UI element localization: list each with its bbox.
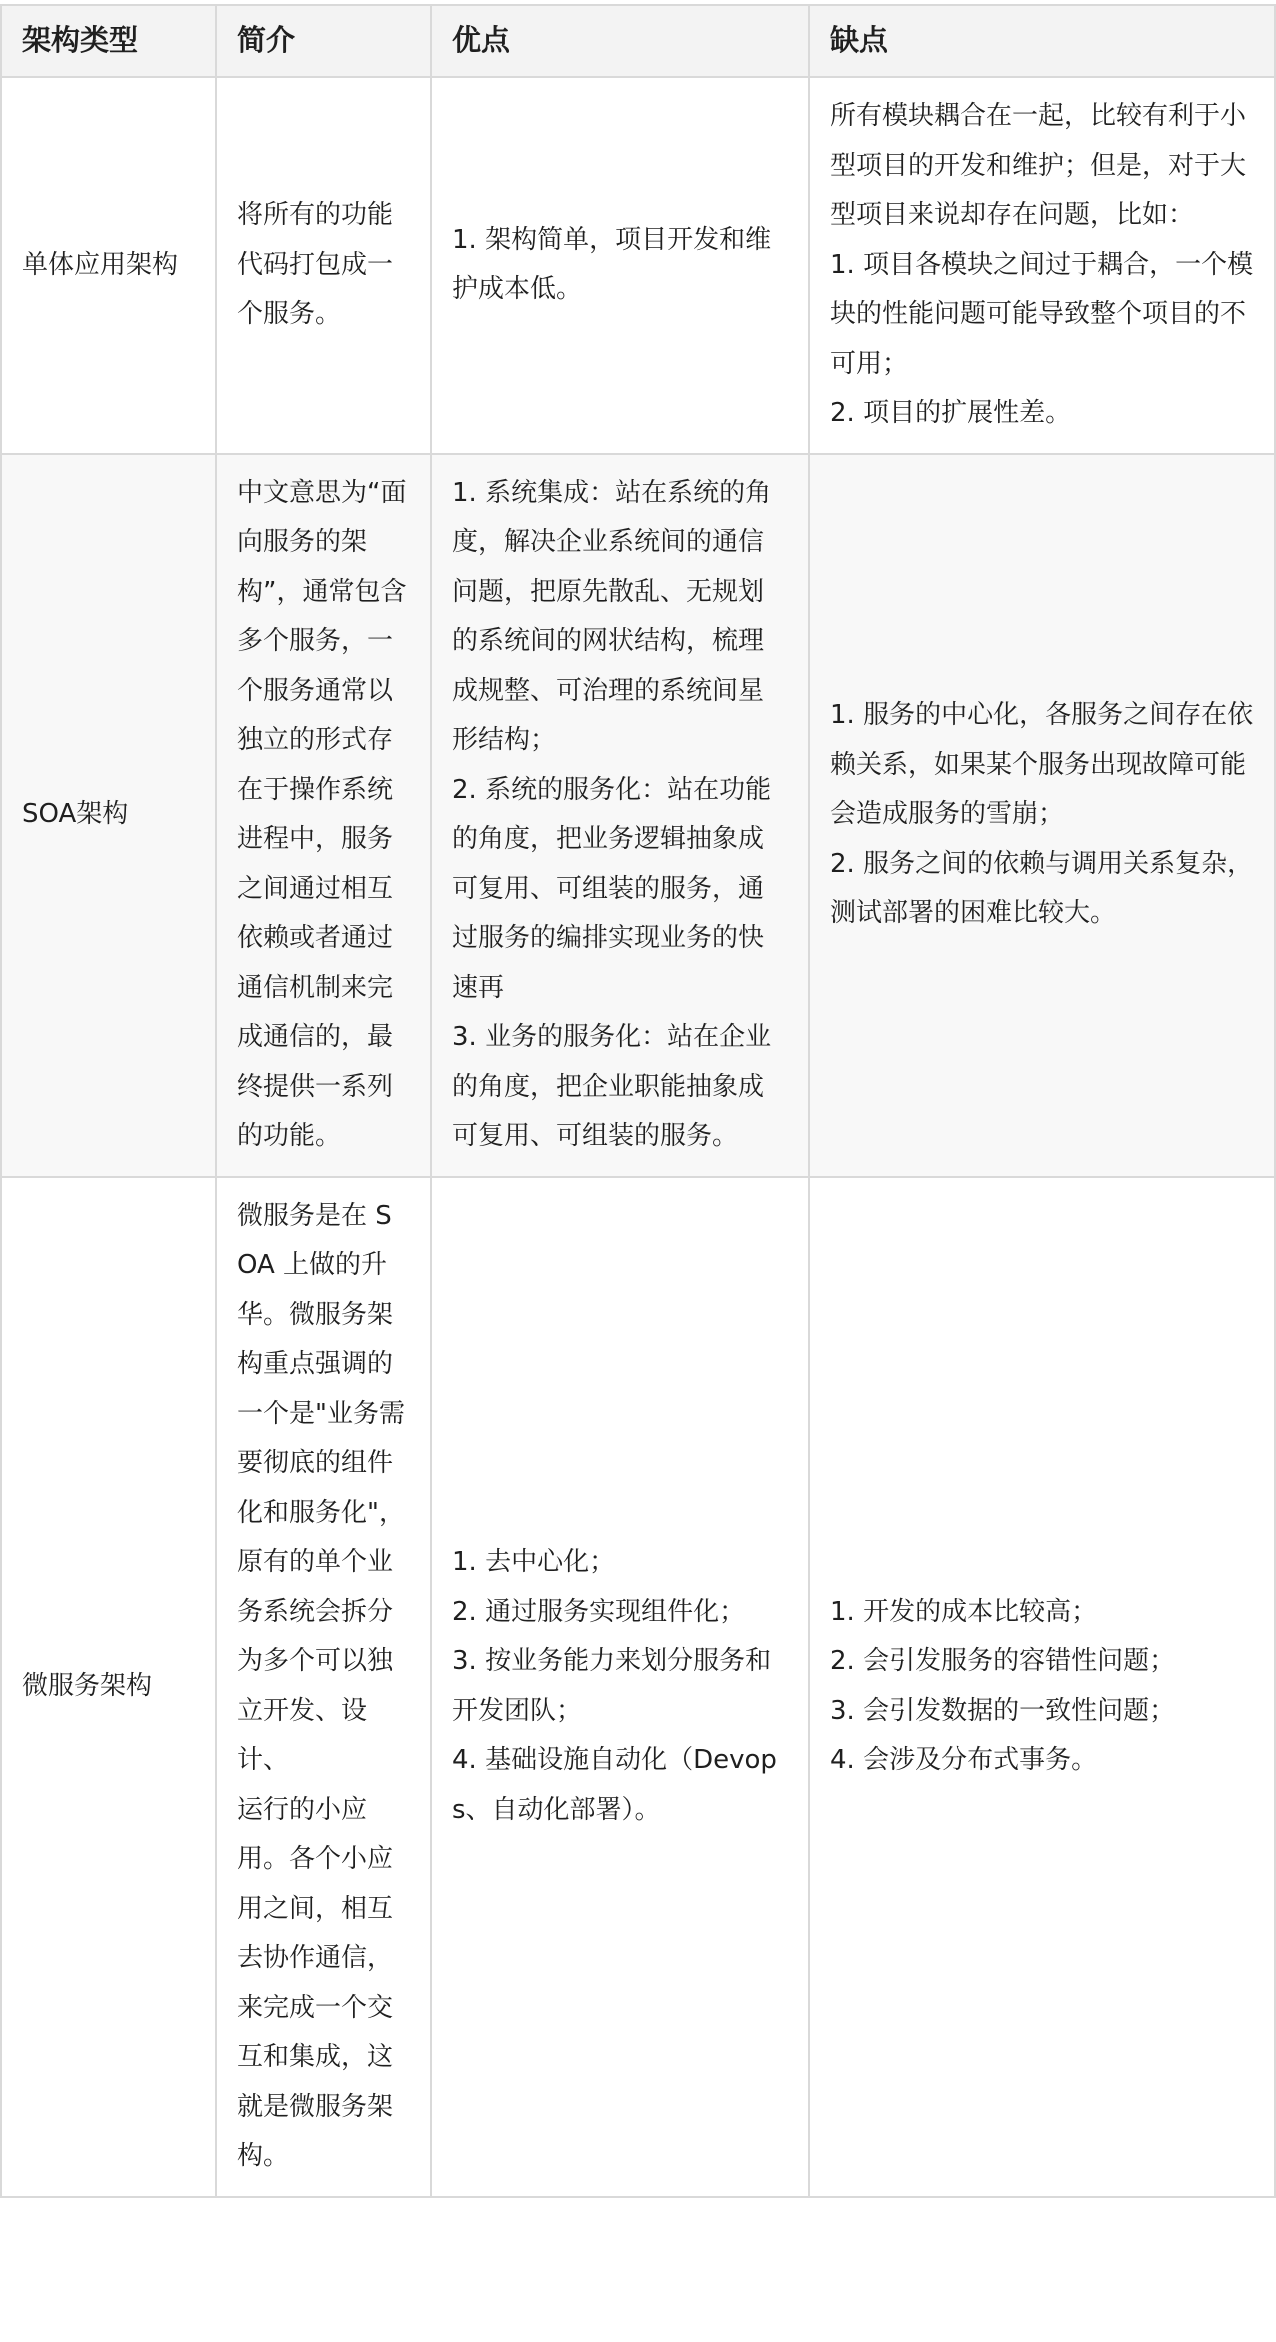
cell-arch-type: SOA架构 xyxy=(1,454,216,1177)
cons-line: 所有模块耦合在一起，比较有利于小型项目的开发和维护；但是，对于大型项目来说却存在问题，比如： xyxy=(830,101,1247,230)
pros-line: 2. 通过服务实现组件化； xyxy=(452,1596,746,1627)
architecture-comparison-table xyxy=(0,4,1276,2198)
cell-intro xyxy=(216,1177,431,2197)
intro-line: 微服务是在 SOA 上做的升华。微服务架构重点强调的一个是"业务需要彻底的组件化和服务化"， xyxy=(237,1200,405,1528)
intro-line: 将所有的功能代码打包成一个服务。 xyxy=(237,200,394,329)
table-row xyxy=(1,77,1275,454)
cell-arch-type: 单体应用架构 xyxy=(1,77,216,454)
cons-line: 1. 服务的中心化，各服务之间存在依赖关系，如果某个服务出现故障可能会造成服务的雪崩； xyxy=(830,700,1254,830)
cell-cons xyxy=(809,77,1275,454)
header-pros: 优点 xyxy=(431,5,809,77)
pros-line: 1. 系统集成：站在系统的角度，解决企业系统间的通信问题，把原先散乱、无规划的系统间的网状结构，梳理成规整、可治理的系统间星形结构； xyxy=(452,477,772,755)
cell-pros xyxy=(431,454,809,1177)
cell-pros xyxy=(431,1177,809,2197)
cons-line: 1. 开发的成本比较高； xyxy=(830,1596,1098,1627)
cons-line: 2. 项目的扩展性差。 xyxy=(830,398,1072,428)
table-header-row xyxy=(1,5,1275,77)
intro-line: 运行的小应用。各个小应用之间，相互去协作通信，来完成一个交互和集成，这就是微服务架构。 xyxy=(237,1794,394,2171)
cell-cons xyxy=(809,454,1275,1177)
table-row xyxy=(1,454,1275,1177)
cons-line: 4. 会涉及分布式事务。 xyxy=(830,1745,1098,1775)
pros-line: 1. 架构简单，项目开发和维护成本低。 xyxy=(452,224,772,305)
cons-line: 1. 项目各模块之间过于耦合，一个模块的性能问题可能导致整个项目的不可用； xyxy=(830,249,1254,379)
header-intro: 简介 xyxy=(216,5,431,77)
table-row xyxy=(1,1177,1275,2197)
header-cons: 缺点 xyxy=(809,5,1275,77)
cell-arch-type: 微服务架构 xyxy=(1,1177,216,2197)
intro-line: 原有的单个业务系统会拆分为多个可以独立开发、设计、 xyxy=(237,1547,394,1775)
cell-intro xyxy=(216,77,431,454)
pros-line: 1. 去中心化； xyxy=(452,1547,616,1577)
cons-line: 2. 会引发服务的容错性问题； xyxy=(830,1646,1176,1676)
cell-intro xyxy=(216,454,431,1177)
cell-cons xyxy=(809,1177,1275,2197)
pros-line: 4. 基础设施自动化（Devops、自动化部署）。 xyxy=(452,1745,777,1825)
cell-pros xyxy=(431,77,809,454)
cons-line: 3. 会引发数据的一致性问题； xyxy=(830,1695,1176,1726)
header-arch-type: 架构类型 xyxy=(1,5,216,77)
pros-line: 3. 业务的服务化：站在企业的角度，把企业职能抽象成可复用、可组装的服务。 xyxy=(452,1022,772,1151)
cons-line: 2. 服务之间的依赖与调用关系复杂，测试部署的困难比较大。 xyxy=(830,848,1254,929)
intro-line: 中文意思为“面向服务的架构”，通常包含多个服务，一个服务通常以独立的形式存在于操作系统进程中，服务之间通过相互依赖或者通过通信机制来完成通信的，最终提供一系列的功能。 xyxy=(237,477,407,1151)
pros-line: 3. 按业务能力来划分服务和开发团队； xyxy=(452,1646,772,1726)
pros-line: 2. 系统的服务化：站在功能的角度，把业务逻辑抽象成可复用、可组装的服务，通过服务的编排实现业务的快速再 xyxy=(452,774,772,1003)
